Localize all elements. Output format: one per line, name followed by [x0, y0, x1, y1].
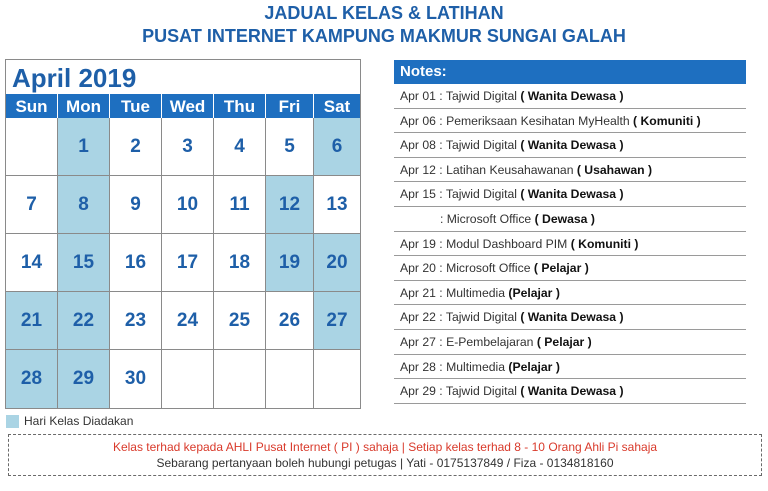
weekday-sun: Sun: [6, 94, 58, 118]
notes-list: [394, 84, 746, 404]
calendar-day-26: 26: [266, 292, 314, 350]
note-date: Apr 22 :: [400, 310, 443, 325]
calendar-day-3: 3: [162, 118, 214, 176]
note-date: Apr 19 :: [400, 236, 443, 251]
calendar-day-22: 22: [58, 292, 110, 350]
note-audience-tag: ( Pelajar ): [533, 261, 589, 276]
weekday-tue: Tue: [110, 94, 162, 118]
note-audience-tag: ( Wanita Dewasa ): [520, 89, 624, 103]
note-description: Multimedia: [442, 285, 509, 300]
calendar-day-4: 4: [214, 118, 266, 176]
calendar-weekday-header: [6, 94, 360, 118]
note-audience-tag: ( Komuniti ): [633, 113, 701, 128]
note-audience-tag: ( Usahawan ): [576, 162, 653, 177]
calendar-day-13: 13: [314, 176, 360, 234]
note-date: Apr 27 :: [400, 334, 443, 349]
note-description: Tajwid Digital: [442, 384, 521, 399]
weekday-wed: Wed: [162, 94, 214, 118]
note-item: [394, 207, 746, 232]
legend-swatch: [6, 415, 19, 428]
calendar-day-10: 10: [162, 176, 214, 234]
calendar-day-5: 5: [266, 118, 314, 176]
calendar-empty-cell: [266, 350, 314, 408]
note-audience-tag: ( Pelajar ): [536, 334, 592, 349]
calendar-day-11: 11: [214, 176, 266, 234]
calendar-day-30: 30: [110, 350, 162, 408]
weekday-thu: Thu: [214, 94, 266, 118]
calendar-grid: [6, 118, 360, 408]
note-date: Apr 29 :: [400, 384, 443, 399]
note-date: Apr 06 :: [400, 113, 443, 128]
note-audience-tag: (Pelajar ): [508, 359, 560, 374]
note-audience-tag: ( Wanita Dewasa ): [520, 384, 624, 399]
note-audience-tag: ( Dewasa ): [534, 211, 595, 226]
calendar-day-24: 24: [162, 292, 214, 350]
calendar-empty-cell: [6, 118, 58, 176]
note-audience-tag: ( Komuniti ): [570, 236, 639, 251]
calendar-day-16: 16: [110, 234, 162, 292]
note-item: [394, 379, 746, 404]
note-description: Modul Dashboard PIM: [442, 236, 571, 251]
calendar-empty-cell: [214, 350, 266, 408]
page-subtitle: PUSAT INTERNET KAMPUNG MAKMUR SUNGAI GALAH: [142, 26, 626, 46]
note-description: Microsoft Office: [442, 261, 534, 276]
calendar-empty-cell: [314, 350, 360, 408]
calendar-day-25: 25: [214, 292, 266, 350]
note-item: [394, 182, 746, 207]
footer-contact-text: Sebarang pertanyaan boleh hubungi petugas | Yati - 0175137849 / Fiza - 0134818160: [156, 456, 614, 470]
notes-panel: [394, 60, 746, 404]
calendar-day-2: 2: [110, 118, 162, 176]
calendar-day-27: 27: [314, 292, 360, 350]
calendar-day-29: 29: [58, 350, 110, 408]
calendar-day-8: 8: [58, 176, 110, 234]
note-date: Apr 28 :: [400, 359, 443, 374]
calendar-empty-cell: [162, 350, 214, 408]
note-date: Apr 12 :: [400, 162, 443, 177]
calendar: [5, 59, 361, 409]
note-description: Latihan Keusahawanan: [442, 162, 577, 177]
footer-notice: [8, 434, 762, 476]
legend-label: Hari Kelas Diadakan: [24, 414, 134, 428]
calendar-day-17: 17: [162, 234, 214, 292]
calendar-day-23: 23: [110, 292, 162, 350]
page-header: [0, 2, 768, 48]
note-audience-tag: (Pelajar ): [508, 285, 560, 300]
calendar-day-9: 9: [110, 176, 162, 234]
note-item: [394, 109, 746, 134]
note-item: [394, 133, 746, 158]
calendar-day-18: 18: [214, 234, 266, 292]
calendar-month-label: April 2019: [6, 60, 360, 94]
calendar-day-19: 19: [266, 234, 314, 292]
legend: [6, 413, 133, 429]
calendar-day-28: 28: [6, 350, 58, 408]
note-description: Tajwid Digital: [442, 138, 521, 153]
note-item: [394, 330, 746, 355]
note-item: [394, 256, 746, 281]
calendar-day-6: 6: [314, 118, 360, 176]
note-item: [394, 281, 746, 306]
calendar-day-20: 20: [314, 234, 360, 292]
note-audience-tag: ( Wanita Dewasa ): [520, 310, 624, 325]
note-item: [394, 84, 746, 109]
note-item: [394, 158, 746, 183]
note-description: Tajwid Digital: [442, 187, 521, 202]
note-audience-tag: ( Wanita Dewasa ): [520, 187, 624, 202]
note-date: Apr 20 :: [400, 261, 443, 276]
weekday-sat: Sat: [323, 97, 351, 116]
page-title: JADUAL KELAS & LATIHAN: [264, 3, 504, 23]
note-description: Multimedia: [442, 359, 509, 374]
footer-restriction-text: Kelas terhad kepada AHLI Pusat Internet ( PI ) sahaja | Setiap kelas terhad 8 - 10 Orang Ahli Pi sahaja: [112, 440, 658, 454]
note-description: Tajwid Digital: [442, 89, 521, 103]
calendar-day-14: 14: [6, 234, 58, 292]
notes-heading: Notes:: [394, 60, 746, 84]
note-description: Pemeriksaan Kesihatan MyHealth: [442, 113, 634, 128]
calendar-day-12: 12: [266, 176, 314, 234]
note-date: Apr 15 :: [400, 187, 443, 202]
note-audience-tag: ( Wanita Dewasa ): [520, 138, 624, 153]
note-description: E-Pembelajaran: [442, 334, 537, 349]
calendar-day-21: 21: [6, 292, 58, 350]
calendar-day-15: 15: [58, 234, 110, 292]
note-date: Apr 21 :: [400, 285, 443, 300]
note-date: Apr 01 :: [400, 89, 443, 103]
note-description: Tajwid Digital: [442, 310, 521, 325]
note-description: : Microsoft Office: [440, 211, 535, 226]
note-item: [394, 355, 746, 380]
weekday-fri: Fri: [266, 94, 314, 118]
note-date: Apr 08 :: [400, 138, 443, 153]
weekday-mon: Mon: [58, 94, 110, 118]
note-item: [394, 305, 746, 330]
note-item: [394, 232, 746, 257]
calendar-day-1: 1: [58, 118, 110, 176]
calendar-day-7: 7: [6, 176, 58, 234]
